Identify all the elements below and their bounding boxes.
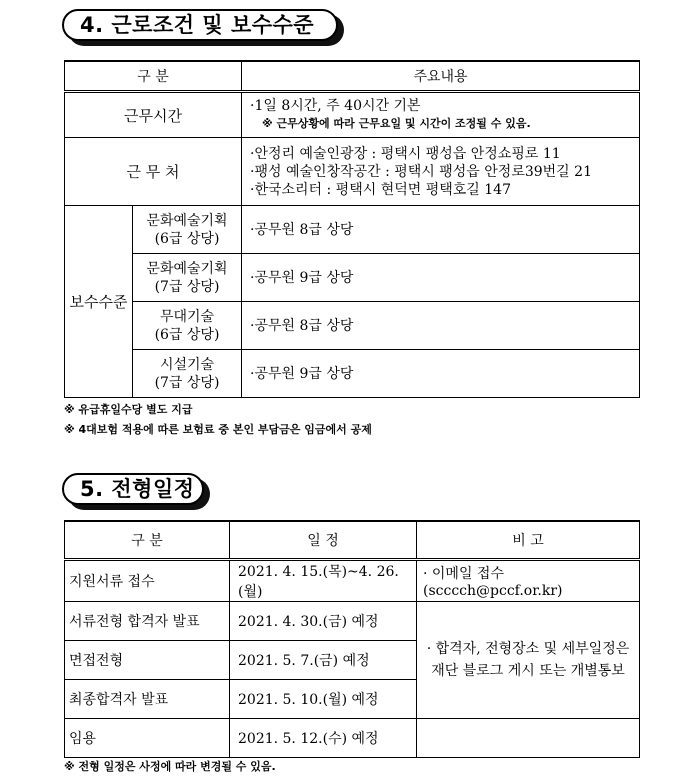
- salary-value: ·공무원 8급 상당: [242, 206, 640, 254]
- section5-note: ※ 전형 일정은 사정에 따라 변경될 수 있음.: [64, 760, 276, 773]
- schedule-label: 서류전형 합격자 발표: [65, 602, 230, 641]
- salary-value: ·공무원 9급 상당: [242, 350, 640, 398]
- section5-title-box: [62, 473, 204, 505]
- schedule-date: 2021. 5. 7.(금) 예정: [230, 641, 417, 680]
- work-hours-label: 근무시간: [65, 92, 242, 138]
- merged-remark-line: · 합격자, 전형장소 및 세부일정은: [426, 641, 630, 657]
- header-category: 구 분: [65, 521, 230, 560]
- schedule-remark: · 이메일 접수(scccch@pccf.or.kr): [417, 560, 640, 602]
- schedule-date: 2021. 4. 30.(금) 예정: [230, 602, 417, 641]
- schedule-label: 최종합격자 발표: [65, 680, 230, 719]
- note: ※ 4대보험 적용에 따른 보험료 중 본인 부담금은 임금에서 공제: [64, 423, 372, 436]
- salary-position: [133, 302, 242, 350]
- salary-position: [133, 254, 242, 302]
- position-name: 문화예술기획: [146, 212, 228, 229]
- salary-value: ·공무원 9급 상당: [242, 254, 640, 302]
- schedule-date: 2021. 5. 12.(수) 예정: [230, 719, 417, 758]
- section4-title-box: [62, 9, 338, 41]
- schedule-date: 2021. 5. 10.(월) 예정: [230, 680, 417, 719]
- work-hours-line: ·1일 8시간, 주 40시간 기본: [250, 98, 421, 114]
- position-grade: (7급 상당): [154, 374, 220, 391]
- working-conditions-table: [64, 60, 640, 398]
- section4-title: 4. 근로조건 및 보수수준: [62, 9, 338, 41]
- schedule-date: 2021. 4. 15.(목)~4. 26.(월): [230, 560, 417, 602]
- header-content: 주요내용: [242, 61, 640, 92]
- schedule-label: 지원서류 접수: [65, 560, 230, 602]
- workplace-label: 근 무 처: [65, 138, 242, 206]
- position-name: 시설기술: [159, 356, 215, 373]
- section4-notes: [64, 400, 372, 440]
- schedule-table: [64, 520, 640, 758]
- merged-remark-line: 재단 블로그 게시 또는 개별통보: [431, 663, 625, 679]
- position-name: 무대기술: [159, 308, 215, 325]
- work-hours-note: ※ 근무상황에 따라 근무요일 및 시간이 조정될 수 있음.: [262, 117, 531, 130]
- workplace-line: ·팽성 예술인창작공간 : 평택시 팽성읍 안정로39번길 21: [250, 163, 592, 180]
- header-category: 구 분: [65, 61, 242, 92]
- header-remark: 비 고: [417, 521, 640, 560]
- salary-label: 보수수준: [65, 206, 133, 398]
- position-name: 문화예술기획: [146, 260, 228, 277]
- schedule-label: 면접전형: [65, 641, 230, 680]
- workplace-line: ·한국소리터 : 평택시 현덕면 평택호길 147: [250, 181, 511, 198]
- position-grade: (6급 상당): [154, 230, 220, 247]
- workplace-content: [242, 138, 640, 206]
- salary-position: [133, 350, 242, 398]
- empty-remark: [417, 719, 640, 758]
- work-hours-content: [242, 92, 640, 138]
- section5-title: 5. 전형일정: [62, 473, 204, 505]
- salary-value: ·공무원 8급 상당: [242, 302, 640, 350]
- schedule-label: 임용: [65, 719, 230, 758]
- header-schedule: 일 정: [230, 521, 417, 560]
- note: ※ 유급휴일수당 별도 지급: [64, 403, 193, 416]
- workplace-line: ·안정리 예술인광장 : 평택시 팽성읍 안정쇼핑로 11: [250, 145, 561, 162]
- merged-remark: [417, 602, 640, 719]
- position-grade: (6급 상당): [154, 326, 220, 343]
- position-grade: (7급 상당): [154, 278, 220, 295]
- salary-position: [133, 206, 242, 254]
